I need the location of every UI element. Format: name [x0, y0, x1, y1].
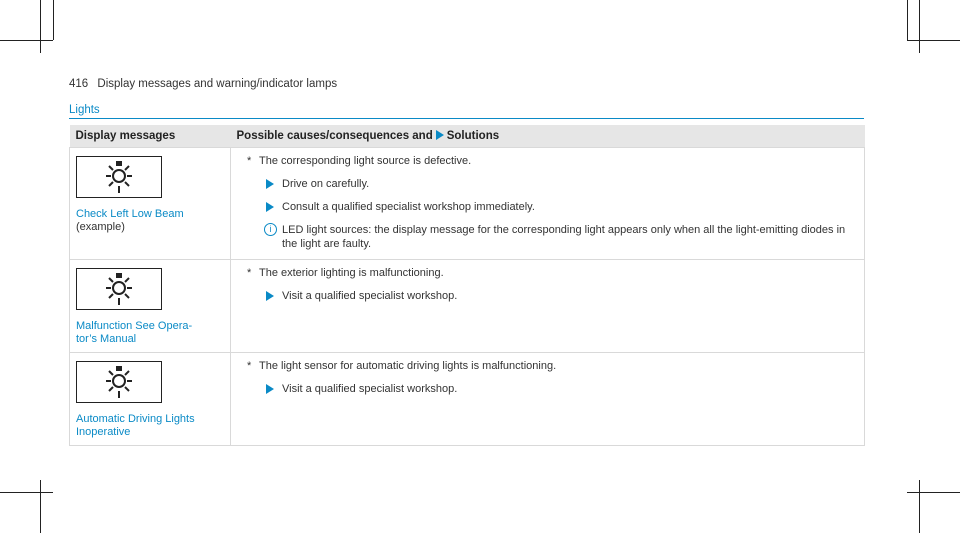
solution-cell	[231, 260, 865, 353]
table-row	[70, 148, 865, 260]
solution-step: Consult a qualified specialist workshop immediately.	[237, 200, 858, 214]
light-bulb-icon	[76, 156, 162, 198]
page-header	[69, 78, 337, 90]
cause-text: * The corresponding light source is defective.	[247, 155, 472, 167]
table-header-row	[70, 125, 865, 148]
crop-mark	[40, 480, 41, 533]
crop-mark	[919, 480, 920, 533]
crop-mark	[0, 492, 53, 493]
display-message-text: Automatic Driving Lights Inoperative	[76, 413, 195, 438]
page-header-title: Display messages and warning/indicator lamps	[97, 78, 338, 90]
crop-mark	[907, 0, 908, 40]
light-bulb-icon	[76, 361, 162, 403]
note-text: i LED light sources: the display message for the corresponding light appears only when all the light-emitting diodes in the light are faulty.	[237, 223, 858, 251]
solution-step: Drive on carefully.	[237, 177, 858, 191]
arrow-right-icon	[266, 179, 274, 189]
message-cell	[70, 148, 231, 260]
display-messages-table	[69, 125, 865, 446]
table-row	[70, 260, 865, 353]
solution-step: Visit a qualified specialist workshop.	[237, 289, 858, 303]
table-row	[70, 353, 865, 446]
section-divider	[69, 118, 864, 119]
crop-mark	[907, 40, 960, 41]
light-bulb-icon	[76, 268, 162, 310]
table-header-solutions: Possible causes/consequences and Solutions	[231, 125, 865, 148]
crop-mark	[40, 0, 41, 53]
cause-text: * The exterior lighting is malfunctioning.	[247, 267, 444, 279]
message-cell	[70, 353, 231, 446]
crop-mark	[919, 0, 920, 53]
crop-mark	[0, 40, 53, 41]
page-number: 416	[69, 78, 89, 90]
table-header-display-messages: Display messages	[70, 125, 231, 148]
crop-mark	[53, 0, 54, 40]
arrow-right-icon	[266, 291, 274, 301]
display-message-text: Check Left Low Beam (example)	[76, 208, 184, 233]
info-icon: i	[264, 223, 277, 236]
crop-mark	[907, 492, 960, 493]
display-message-text: Malfunction See Opera-tor’s Manual	[76, 320, 193, 345]
arrow-right-icon	[436, 130, 444, 140]
section-title: Lights	[69, 104, 100, 116]
solution-step: Visit a qualified specialist workshop.	[237, 382, 858, 396]
solution-cell	[231, 353, 865, 446]
message-cell	[70, 260, 231, 353]
arrow-right-icon	[266, 384, 274, 394]
solution-cell	[231, 148, 865, 260]
cause-text: * The light sensor for automatic driving lights is malfunctioning.	[247, 360, 557, 372]
arrow-right-icon	[266, 202, 274, 212]
